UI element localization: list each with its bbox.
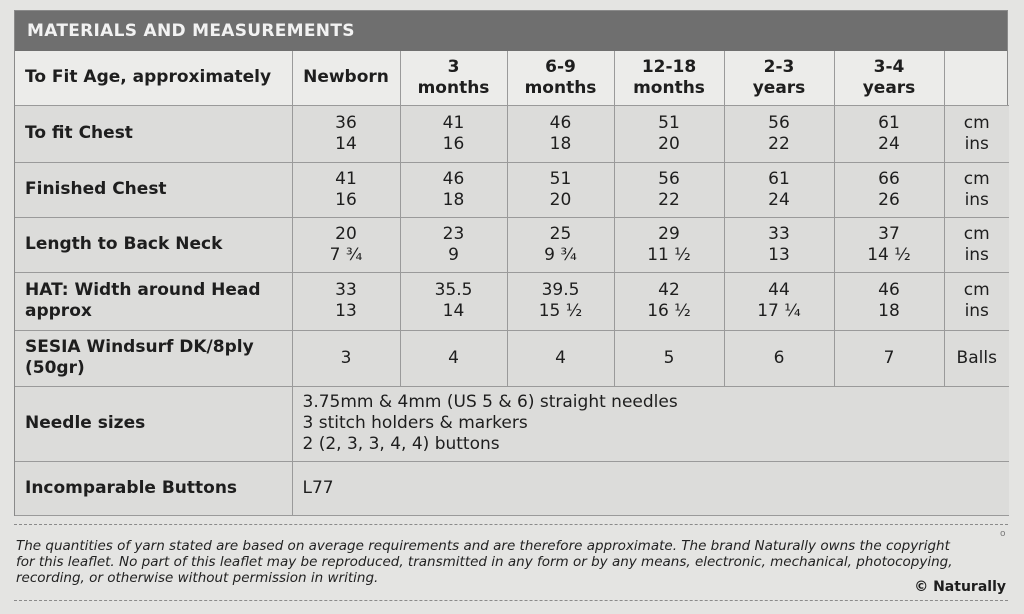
value-cell: 51 20 — [507, 162, 614, 217]
buttons-value: L77 — [292, 461, 1009, 515]
value-cell: 41 16 — [400, 105, 507, 162]
value-cell: 46 18 — [507, 105, 614, 162]
value-cell: 39.5 15 ½ — [507, 272, 614, 330]
size-2-3-years: 2-3 years — [724, 51, 834, 105]
size-3-4-years: 3-4 years — [834, 51, 944, 105]
value-cell: 51 20 — [614, 105, 724, 162]
row-label: SESIA Windsurf DK/8ply (50gr) — [15, 330, 292, 386]
footer-line: for this leaflet. No part of this leaflet may be reproduced, transmitted in any form or by any means, electronic, mechanical, photocopying, — [16, 554, 953, 570]
size-newborn: Newborn — [292, 51, 400, 105]
value-cell: 33 13 — [724, 217, 834, 272]
row-label: To fit Chest — [15, 105, 292, 162]
value-cell: 35.5 14 — [400, 272, 507, 330]
value-cell: 5 — [614, 330, 724, 386]
unit-header — [944, 51, 1009, 105]
table-row — [15, 217, 1009, 272]
needle-line: 2 (2, 3, 3, 4, 4) buttons — [302, 434, 500, 454]
size-6-9-months: 6-9 months — [507, 51, 614, 105]
value-cell: 4 — [507, 330, 614, 386]
table-row — [15, 162, 1009, 217]
value-cell: 46 18 — [400, 162, 507, 217]
value-cell: 4 — [400, 330, 507, 386]
value-cell: 7 — [834, 330, 944, 386]
materials-sheet — [14, 10, 1008, 516]
brand-credit: © Naturally — [914, 579, 1006, 595]
value-cell: 33 13 — [292, 272, 400, 330]
row-label: HAT: Width around Head approx — [15, 272, 292, 330]
copyright-notice — [16, 538, 1010, 586]
buttons-label: Incomparable Buttons — [15, 461, 292, 515]
divider-mark: o — [1000, 529, 1006, 539]
value-cell: 6 — [724, 330, 834, 386]
value-cell: 20 7 ¾ — [292, 217, 400, 272]
size-3-months: 3 months — [400, 51, 507, 105]
row-label: Length to Back Neck — [15, 217, 292, 272]
value-cell: 61 24 — [724, 162, 834, 217]
size-12-18-months: 12-18 months — [614, 51, 724, 105]
needle-line: 3.75mm & 4mm (US 5 & 6) straight needles — [302, 392, 678, 412]
needle-label: Needle sizes — [15, 386, 292, 461]
value-cell: 44 17 ¼ — [724, 272, 834, 330]
section-title: MATERIALS AND MEASUREMENTS — [15, 11, 1007, 51]
value-cell: 56 22 — [614, 162, 724, 217]
footer-line: The quantities of yarn stated are based on average requirements and are therefore approximate. The brand Naturally owns the copyright — [16, 538, 950, 554]
value-cell: 36 14 — [292, 105, 400, 162]
unit-cell: cm ins — [944, 272, 1009, 330]
buttons-row — [15, 461, 1009, 515]
value-cell: 42 16 ½ — [614, 272, 724, 330]
needle-row — [15, 386, 1009, 461]
row-label: Finished Chest — [15, 162, 292, 217]
value-cell: 61 24 — [834, 105, 944, 162]
divider-top — [14, 524, 1008, 525]
header-row — [15, 51, 1009, 105]
age-label: To Fit Age, approximately — [15, 51, 292, 105]
footer-line: recording, or otherwise without permission in writing. — [16, 570, 379, 586]
value-cell: 56 22 — [724, 105, 834, 162]
value-cell: 41 16 — [292, 162, 400, 217]
value-cell: 29 11 ½ — [614, 217, 724, 272]
table-row — [15, 330, 1009, 386]
unit-cell: cm ins — [944, 162, 1009, 217]
divider-bottom — [14, 600, 1008, 601]
measurements-table — [15, 51, 1009, 516]
value-cell: 23 9 — [400, 217, 507, 272]
needle-line: 3 stitch holders & markers — [302, 413, 528, 433]
unit-cell: Balls — [944, 330, 1009, 386]
unit-cell: cm ins — [944, 105, 1009, 162]
value-cell: 66 26 — [834, 162, 944, 217]
value-cell: 3 — [292, 330, 400, 386]
table-row — [15, 105, 1009, 162]
value-cell: 37 14 ½ — [834, 217, 944, 272]
unit-cell: cm ins — [944, 217, 1009, 272]
value-cell: 25 9 ¾ — [507, 217, 614, 272]
table-row — [15, 272, 1009, 330]
needle-details — [292, 386, 1009, 461]
value-cell: 46 18 — [834, 272, 944, 330]
